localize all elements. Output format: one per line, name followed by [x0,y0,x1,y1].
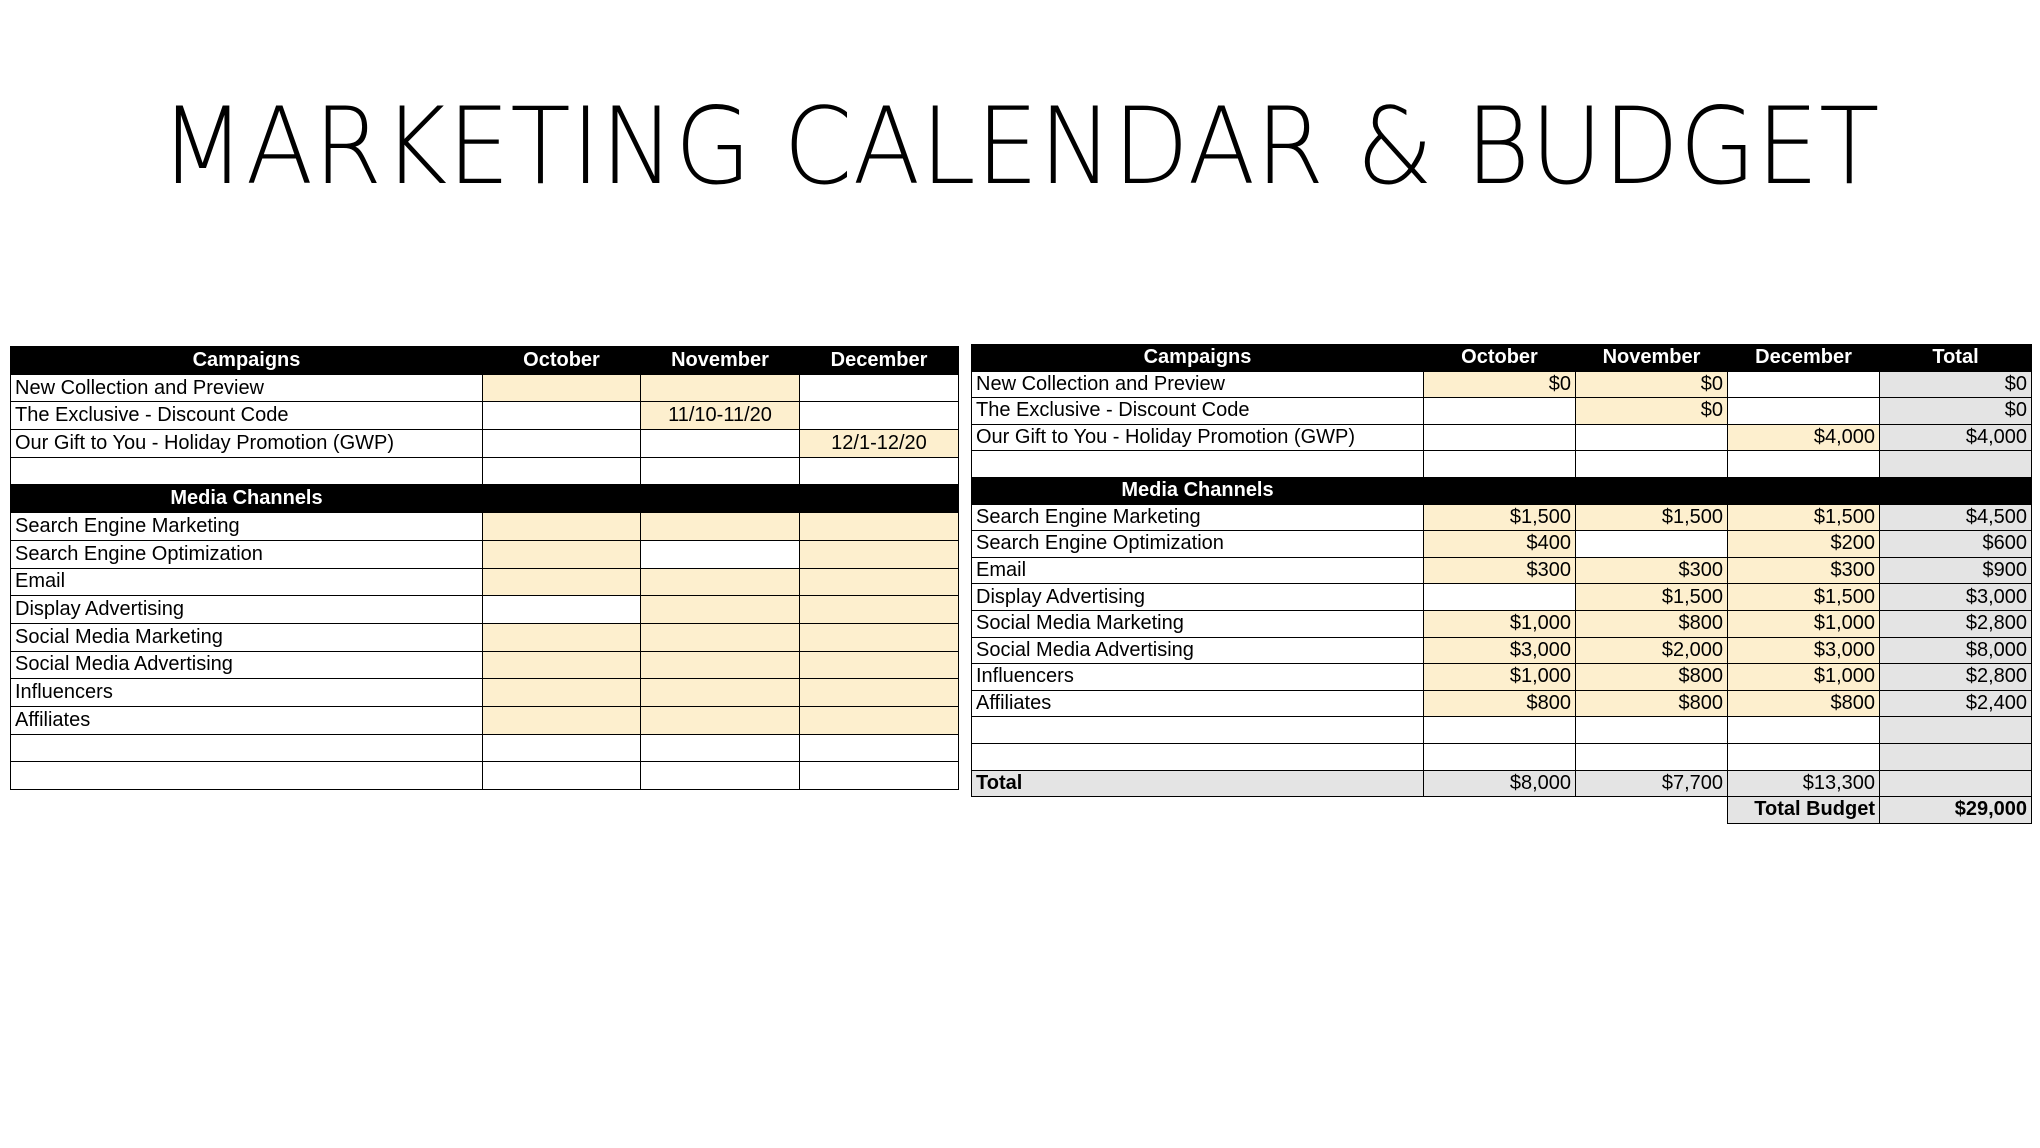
row-total-cell[interactable]: $2,800 [1880,664,2032,691]
table-row [11,679,959,707]
table-cell[interactable]: $0 [1576,371,1728,398]
marketing-budget-table [971,344,2032,824]
table-row [972,424,2032,451]
row-label[interactable]: Search Engine Optimization [11,540,483,568]
table-cell[interactable] [1424,424,1576,451]
table-cell[interactable] [800,596,959,624]
table-cell[interactable] [800,457,959,485]
table-cell[interactable] [641,430,800,458]
table-row [972,690,2032,717]
month-total-cell[interactable]: $8,000 [1424,770,1576,797]
table-cell[interactable] [483,706,641,734]
table-row [972,557,2032,584]
row-label[interactable]: New Collection and Preview [972,371,1424,398]
table-cell[interactable] [1728,451,1880,478]
table-cell[interactable] [972,743,1424,770]
table-cell[interactable] [483,457,641,485]
table-cell[interactable] [800,513,959,541]
table-cell[interactable] [1728,743,1880,770]
table-cell[interactable] [11,762,483,790]
table-cell[interactable]: $800 [1424,690,1576,717]
column-header: November [1576,345,1728,372]
table-cell[interactable] [1424,398,1576,425]
table-cell[interactable]: $300 [1576,557,1728,584]
table-cell[interactable] [483,513,641,541]
row-label[interactable]: Affiliates [972,690,1424,717]
table-cell[interactable] [1728,717,1880,744]
table-cell[interactable]: $800 [1728,690,1880,717]
totals-row [972,770,2032,797]
table-cell[interactable] [800,623,959,651]
table-cell[interactable]: $1,500 [1576,504,1728,531]
table-row [11,402,959,430]
table-cell[interactable] [641,374,800,402]
table-row [972,398,2032,425]
table-cell[interactable]: 11/10-11/20 [641,402,800,430]
column-header: Campaigns [11,347,483,375]
row-total-cell[interactable]: $4,500 [1880,504,2032,531]
table-cell[interactable] [800,651,959,679]
row-label[interactable]: Our Gift to You - Holiday Promotion (GWP) [11,430,483,458]
table-row [11,430,959,458]
row-total-cell[interactable]: $0 [1880,398,2032,425]
table-cell[interactable] [483,540,641,568]
row-total-cell[interactable]: $8,000 [1880,637,2032,664]
table-cell[interactable]: $1,000 [1728,664,1880,691]
table-row [11,623,959,651]
table-cell[interactable]: $4,000 [1728,424,1880,451]
table-cell[interactable] [483,762,641,790]
table-cell[interactable]: $1,500 [1576,584,1728,611]
table-row [972,664,2032,691]
table-row [972,531,2032,558]
table-row [11,596,959,624]
empty-row [972,717,2032,744]
table-cell[interactable] [641,734,800,762]
row-label[interactable]: Social Media Marketing [11,623,483,651]
table-cell[interactable]: $1,500 [1728,584,1880,611]
row-label[interactable]: Social Media Advertising [11,651,483,679]
table-cell[interactable] [483,596,641,624]
table-cell[interactable] [1880,770,2032,797]
table-cell[interactable]: $800 [1576,690,1728,717]
table-cell[interactable]: $200 [1728,531,1880,558]
row-label[interactable]: Influencers [972,664,1424,691]
table-cell[interactable] [800,374,959,402]
table-cell[interactable] [483,651,641,679]
table-row [11,568,959,596]
table-row [972,610,2032,637]
column-header: November [641,347,800,375]
row-label[interactable]: New Collection and Preview [11,374,483,402]
table-cell[interactable] [1576,743,1728,770]
table-row [11,540,959,568]
table-cell[interactable] [483,623,641,651]
media-channels-header-row [972,477,2032,504]
table-cell[interactable] [641,762,800,790]
row-label[interactable]: Display Advertising [11,596,483,624]
row-total-cell[interactable]: $4,000 [1880,424,2032,451]
table-cell[interactable] [1880,717,2032,744]
table-cell[interactable] [641,679,800,707]
table-cell[interactable] [800,679,959,707]
table-row [972,637,2032,664]
table-row [972,584,2032,611]
empty-row [11,762,959,790]
table-cell[interactable]: $3,000 [1728,637,1880,664]
table-row [11,513,959,541]
table-cell[interactable] [1424,584,1576,611]
row-label[interactable]: Social Media Advertising [972,637,1424,664]
table-cell[interactable] [800,568,959,596]
column-header: December [800,347,959,375]
marketing-calendar-table [10,346,959,790]
table-cell[interactable] [641,623,800,651]
section-header: Media Channels [11,485,483,513]
table-cell[interactable] [641,568,800,596]
table-cell[interactable]: $800 [1576,610,1728,637]
table-cell[interactable] [641,540,800,568]
row-label[interactable]: Search Engine Optimization [972,531,1424,558]
total-budget-row [972,797,2032,824]
table-cell[interactable]: $2,000 [1576,637,1728,664]
table-cell[interactable]: $1,000 [1424,664,1576,691]
table-cell[interactable] [1728,398,1880,425]
table-cell[interactable] [800,402,959,430]
row-total-cell[interactable]: $3,000 [1880,584,2032,611]
total-budget-label: Total Budget [1728,797,1880,824]
row-total-cell[interactable]: $2,800 [1880,610,2032,637]
empty-row [972,451,2032,478]
table-cell[interactable] [483,430,641,458]
table-cell[interactable] [483,734,641,762]
column-header: October [483,347,641,375]
empty-row [972,743,2032,770]
table-cell[interactable] [1424,451,1576,478]
table-cell[interactable] [800,762,959,790]
budget-header-row [972,345,2032,372]
month-total-cell[interactable]: $7,700 [1576,770,1728,797]
column-header: Campaigns [972,345,1424,372]
table-cell[interactable] [800,734,959,762]
table-cell[interactable] [11,734,483,762]
table-cell[interactable] [1576,424,1728,451]
table-cell[interactable]: $1,500 [1424,504,1576,531]
row-label[interactable]: Email [11,568,483,596]
table-row [11,374,959,402]
table-cell[interactable] [800,540,959,568]
table-cell[interactable]: $400 [1424,531,1576,558]
row-label[interactable]: The Exclusive - Discount Code [11,402,483,430]
table-cell[interactable]: 12/1-12/20 [800,430,959,458]
row-total-cell[interactable]: $0 [1880,371,2032,398]
table-cell[interactable]: $300 [1424,557,1576,584]
empty-row [11,457,959,485]
table-cell[interactable]: $3,000 [1424,637,1576,664]
row-label[interactable]: Search Engine Marketing [972,504,1424,531]
table-cell[interactable] [1576,531,1728,558]
table-cell[interactable] [1576,717,1728,744]
table-cell[interactable] [972,451,1424,478]
row-label[interactable]: Display Advertising [972,584,1424,611]
total-budget-value[interactable]: $29,000 [1880,797,2032,824]
row-label[interactable]: Search Engine Marketing [11,513,483,541]
row-label[interactable]: Our Gift to You - Holiday Promotion (GWP) [972,424,1424,451]
page-title: MARKETING CALENDAR & BUDGET [160,85,1880,208]
row-label[interactable]: Affiliates [11,706,483,734]
row-total-cell[interactable]: $900 [1880,557,2032,584]
table-cell[interactable] [1576,451,1728,478]
table-cell[interactable] [1424,717,1576,744]
table-cell[interactable] [1728,371,1880,398]
section-header: Media Channels [972,477,1424,504]
row-label[interactable]: The Exclusive - Discount Code [972,398,1424,425]
table-cell[interactable]: $800 [1576,664,1728,691]
totals-label: Total [972,770,1424,797]
table-cell[interactable] [483,679,641,707]
table-cell[interactable]: $0 [1576,398,1728,425]
table-cell[interactable] [11,457,483,485]
column-header: December [1728,345,1880,372]
table-cell[interactable] [641,513,800,541]
row-label[interactable]: Social Media Marketing [972,610,1424,637]
row-total-cell[interactable]: $600 [1880,531,2032,558]
table-cell[interactable] [1424,743,1576,770]
table-cell[interactable] [483,374,641,402]
table-cell[interactable] [1880,451,2032,478]
row-total-cell[interactable]: $2,400 [1880,690,2032,717]
column-header: October [1424,345,1576,372]
table-row [11,651,959,679]
calendar-header-row [11,347,959,375]
row-label[interactable]: Influencers [11,679,483,707]
table-cell[interactable] [800,706,959,734]
column-header: Total [1880,345,2032,372]
table-cell[interactable] [483,568,641,596]
table-row [11,706,959,734]
table-cell[interactable] [641,651,800,679]
table-cell[interactable]: $1,000 [1424,610,1576,637]
table-cell[interactable]: $1,000 [1728,610,1880,637]
table-cell[interactable] [641,706,800,734]
table-cell[interactable] [1880,743,2032,770]
table-cell[interactable] [641,596,800,624]
table-row [972,371,2032,398]
table-cell[interactable]: $1,500 [1728,504,1880,531]
table-cell[interactable]: $300 [1728,557,1880,584]
table-cell[interactable] [483,402,641,430]
table-cell[interactable]: $0 [1424,371,1576,398]
table-row [972,504,2032,531]
media-channels-header-row [11,485,959,513]
empty-row [11,734,959,762]
row-label[interactable]: Email [972,557,1424,584]
table-cell[interactable] [641,457,800,485]
table-cell[interactable] [972,717,1424,744]
month-total-cell[interactable]: $13,300 [1728,770,1880,797]
